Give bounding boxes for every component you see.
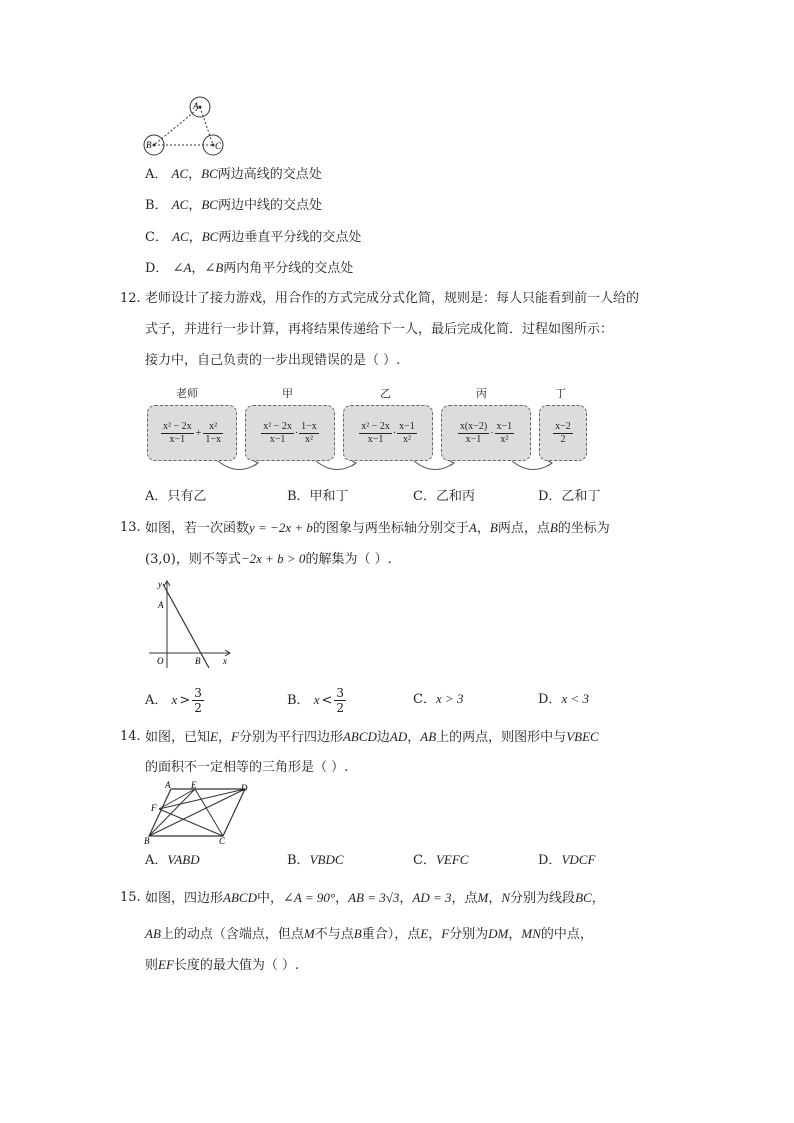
graph-label-a: A (158, 600, 164, 610)
q12-stem-line3: 接力中，自己负责的一步出现错误的是（ ）. (145, 353, 401, 368)
relay-box-teacher: $\frac{\text{x² − 2x}}{x-1}$ + $\frac{\text{x²}}{1-x}$ (147, 405, 237, 461)
graph-label-y: y (158, 579, 162, 589)
q13-number: 13. (120, 520, 141, 535)
para-label-b: B (144, 836, 150, 845)
relay-label-ding: 丁 (555, 387, 566, 400)
relay-box-jia: $\frac{\text{x² − 2x}}{x-1}$ · $\frac{1-x}{\text{x²}}$ (245, 405, 335, 461)
q15-stem-line2: AB上的动点（含端点，但点M不与点B重合），点E，F分别为DM，MN的中点， (145, 926, 593, 942)
q13-stem-line2: (3,0)，则不等式−2x + b > 0的解集为（ ）. (145, 551, 392, 567)
q14-option-b: B．VBDC (287, 852, 344, 868)
para-label-a: A (165, 781, 171, 790)
fig-label-a: A (193, 101, 199, 111)
relay-box-ding: $\frac{x-2}{2}$ (539, 405, 587, 461)
fig-label-c: C (215, 141, 222, 151)
q13-option-d: D．x < 3 (538, 691, 589, 707)
q15-stem-line3: 则EF长度的最大值为（ ）. (145, 957, 300, 973)
q12-option-a: A．只有乙 (145, 489, 207, 504)
q11-option-c: C． AC，BC两边垂直平分线的交点处 (145, 229, 362, 245)
q14-stem-line2: 的面积不一定相等的三角形是（ ）. (145, 760, 349, 775)
q14-option-d: D．VDCF (538, 852, 596, 868)
relay-label-teacher: 老师 (176, 387, 198, 400)
q15-stem-line1: 如图，四边形ABCD中，∠A = 90°，AB = 3√3，AD = 3，点M，N分别为线段BC， (145, 890, 605, 906)
graph-label-o: O (157, 656, 164, 666)
relay-label-bing: 丙 (476, 387, 487, 400)
q12-option-d: D．乙和丁 (538, 489, 601, 504)
para-label-f: F (151, 803, 157, 813)
q13-option-b: B． x < $\frac{3}{2}$ (287, 686, 345, 715)
q11-option-d: D． ∠A，∠B两内角平分线的交点处 (145, 260, 354, 276)
para-label-d: D (241, 783, 248, 793)
q12-stem-line1: 老师设计了接力游戏，用合作的方式完成分式化简，规则是：每人只能看到前一人给的 (145, 291, 640, 306)
fig-label-b: B (146, 140, 152, 150)
linear-function-graph (145, 578, 235, 673)
q13-stem-line1: 如图，若一次函数y = −2x + b的图象与两坐标轴分别交于A，B两点，点B的坐标为 (145, 520, 610, 536)
q12-option-c: C．乙和丙 (413, 489, 475, 504)
q15-number: 15. (120, 890, 141, 905)
q12-stem-line2: 式子，并进行一步计算，再将结果传递给下一人，最后完成化简．过程如图所示： (145, 322, 614, 337)
q14-stem-line1: 如图，已知E，F分别为平行四边形ABCD边AD，AB上的两点，则图形中与VBEC (145, 729, 599, 745)
para-label-c: C (219, 836, 226, 845)
q11-option-b: B． AC，BC两边中线的交点处 (145, 197, 322, 213)
triangle-circles-figure (140, 94, 230, 158)
q14-option-a: A．VABD (145, 852, 200, 868)
relay-box-yi: $\frac{\text{x² − 2x}}{x-1}$ · $\frac{x-1}{\text{x²}}$ (343, 405, 433, 461)
q13-option-c: C．x > 3 (413, 691, 464, 707)
q13-option-a: A． x > $\frac{3}{2}$ (145, 686, 202, 715)
para-label-e: E (191, 781, 197, 790)
q14-number: 14. (120, 729, 141, 744)
q14-option-c: C．VEFC (413, 852, 469, 868)
relay-box-bing: $\frac{x(x-2)}{x-1}$ · $\frac{x-1}{\text{x²}}$ (441, 405, 531, 461)
parallelogram-figure (143, 781, 258, 845)
graph-label-x: x (223, 656, 227, 666)
relay-arrows (140, 455, 600, 479)
q12-number: 12. (120, 291, 141, 306)
q11-option-a: A． AC，BC两边高线的交点处 (145, 166, 322, 182)
q12-option-b: B．甲和丁 (287, 489, 349, 504)
relay-label-jia: 甲 (282, 387, 293, 400)
relay-label-yi: 乙 (380, 387, 391, 400)
graph-label-b: B (195, 656, 201, 666)
